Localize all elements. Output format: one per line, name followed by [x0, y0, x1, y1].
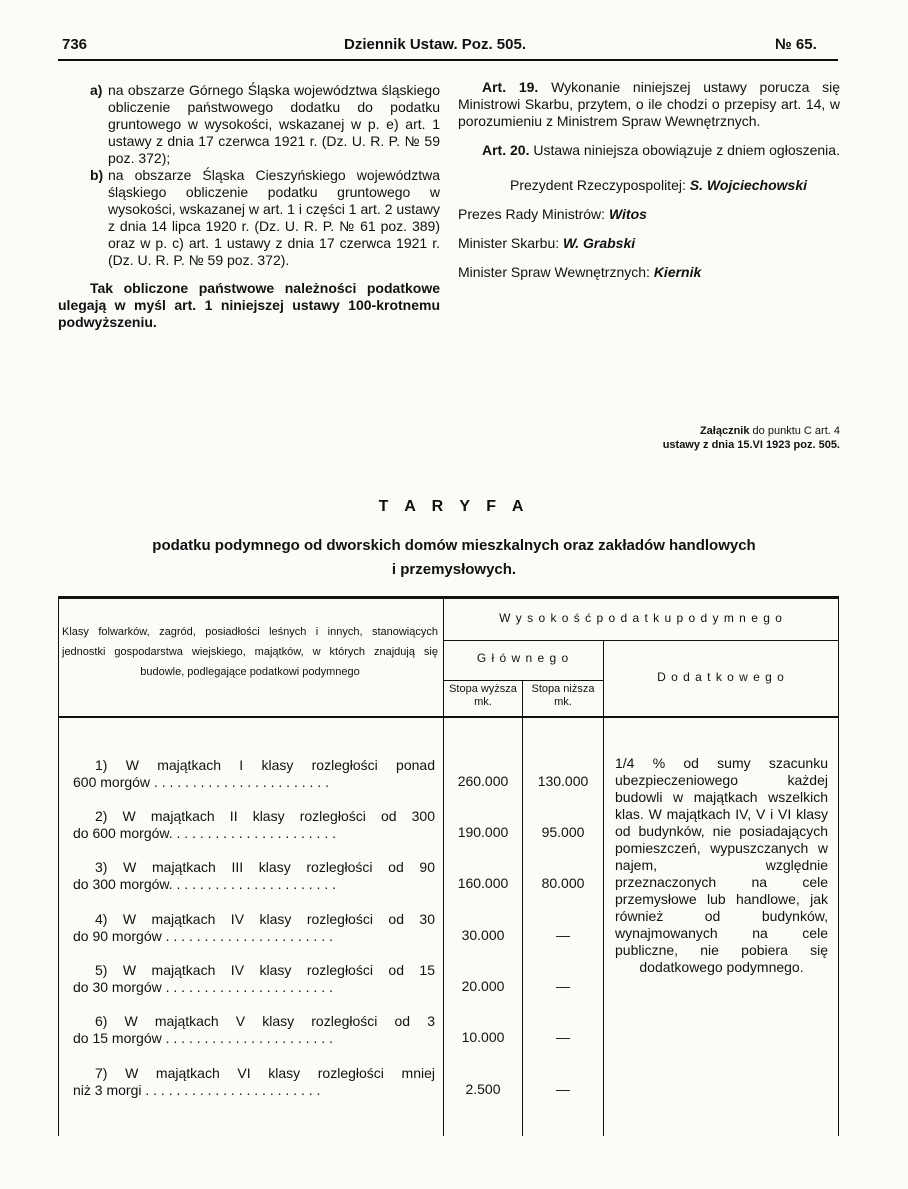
article-20-label: Art. 20. — [482, 142, 530, 158]
issue-number: № 65. — [775, 36, 817, 53]
right-column — [458, 79, 840, 287]
row-line1: 2) W majątkach II klasy rozległości od 300 — [95, 808, 435, 824]
header-classes: Klasy folwarków, zagród, posiadłości leśnych i innych, stanowiących jednostki gospodarstwa wiejskiego, majątków, w których znajdują się budowle, podlegające podatkowi podymnego — [62, 626, 438, 678]
header-tax-height: W y s o k o ś ć p o d a t k u p o d y m n e g o — [499, 611, 783, 625]
table-divider-rates — [522, 680, 523, 1136]
rate-low-value: 80.000 — [541, 875, 585, 891]
tariff-subtitle-line2: i przemysłowych. — [391, 561, 517, 578]
item-label: b) — [90, 167, 104, 183]
row-line1: 5) W majątkach IV klasy rozległości od 15 — [95, 962, 435, 978]
additional-tax-text: 1/4 % od sumy szacunku ubezpieczeniowego każdej budowli w majątkach wszelkich klas. W majątkach IV, V i VI klasy od budynków, nie posiadających pomieszczeń, wypuszczanych w najem, względnie przeznaczonych na cele przemysłowe lub handlowe, jak również od budynków, wynajmowanych na cele publiczne, nie pobiera się dodatkowego podymnego. — [615, 755, 828, 975]
annex-line2: ustawy z dnia 15.VI 1923 poz. 505. — [662, 439, 840, 451]
rate-high-value: 260.000 — [457, 773, 509, 789]
rate-high-value: 20.000 — [461, 978, 505, 994]
item-label: a) — [90, 82, 103, 98]
table-right-border — [838, 596, 839, 1136]
table-divider-additional — [603, 640, 604, 1136]
signature-interior-minister — [458, 258, 840, 287]
row-line2: do 90 morgów . . . . . . . . . . . . . . . . . . . . . . — [73, 928, 333, 944]
list-item — [90, 82, 440, 167]
tariff-subtitle-line1: podatku podymnego od dworskich domów mieszkalnych oraz zakładów handlowych — [152, 537, 756, 554]
table-rule-height — [443, 640, 839, 641]
row-line1: 3) W majątkach III klasy rozległości od 90 — [95, 859, 435, 875]
table-left-border — [58, 596, 59, 1136]
annex-line1: do punktu C art. 4 — [752, 425, 840, 437]
table-rule-main — [443, 680, 603, 681]
item-text: na obszarze Śląska Cieszyńskiego województwa śląskiego obliczenie podatku gruntowego w wysokości, wskazanej w art. 1 i części 1 art. 2 ustawy z dnia 14 lipca 1920 r. (Dz. U. R. P. № 61 poz. 389) oraz w p. c) art. 1 ustawy z dnia 17 czerwca 1921 r. (Dz. U. R. P. № 59 poz. 372). — [108, 167, 440, 268]
annex-label: Załącznik — [699, 425, 750, 437]
tariff-title: T A R Y F A — [378, 498, 530, 515]
header-additional: D o d a t k o w e g o — [657, 670, 785, 684]
row-line2: 600 morgów . . . . . . . . . . . . . . . . . . . . . . . — [73, 774, 329, 790]
article-20 — [458, 142, 840, 159]
row-line1: 1) W majątkach I klasy rozległości ponad — [95, 757, 435, 773]
rate-high-value: 30.000 — [461, 927, 505, 943]
table-divider-classes — [443, 596, 444, 1136]
header-rate-high: Stopa wyższa mk. — [449, 683, 517, 708]
row-line2: niż 3 morgi . . . . . . . . . . . . . . . . . . . . . . . — [73, 1082, 321, 1098]
journal-title: Dziennik Ustaw. Poz. 505. — [344, 36, 526, 53]
signature-role: Minister Skarbu: — [458, 235, 560, 251]
left-column — [90, 82, 440, 269]
signature-name: W. Grabski — [563, 235, 636, 251]
signature-name: Witos — [608, 206, 647, 222]
header-rate-low: Stopa niższa mk. — [531, 683, 595, 708]
row-class-text — [73, 962, 435, 996]
article-19-text: Wykonanie niniejszej ustawy porucza się Ministrowi Skarbu, przytem, o ile chodzi o przepisy art. 14, w porozumieniu z Ministrem Spraw Wewnętrznych. — [458, 79, 840, 129]
row-line2: do 600 morgów. . . . . . . . . . . . . . . . . . . . . . — [73, 825, 336, 841]
header-main: G ł ó w n e g o — [476, 651, 570, 665]
rate-low-value: 95.000 — [541, 824, 585, 840]
rate-high-value: 160.000 — [457, 875, 509, 891]
page-number: 736 — [62, 36, 88, 53]
signature-role: Prezydent Rzeczypospolitej: — [510, 177, 686, 193]
row-class-text — [73, 1013, 435, 1047]
signature-name: Kiernik — [653, 264, 702, 280]
row-class-text — [73, 859, 435, 893]
row-class-text — [73, 808, 435, 842]
rate-high-value: 10.000 — [461, 1029, 505, 1045]
signature-treasury-minister — [458, 229, 840, 258]
rate-high-value: 190.000 — [457, 824, 509, 840]
article-20-text: Ustawa niniejsza obowiązuje z dniem ogłoszenia. — [533, 142, 840, 158]
row-line2: do 300 morgów. . . . . . . . . . . . . . . . . . . . . . — [73, 876, 336, 892]
closing-paragraph: Tak obliczone państwowe należności podatkowe ulegają w myśl art. 1 niniejszej ustawy 100-krotnemu podwyższeniu. — [58, 280, 440, 330]
rate-low-value: — — [556, 978, 570, 994]
item-text: na obszarze Górnego Śląska województwa śląskiego obliczenie państwowego dodatku do podatku gruntowego w wysokości, wskazanej w p. e) art. 1 ustawy z dnia 17 czerwca 1921 r. (Dz. U. R. P. № 59 poz. 372); — [108, 82, 440, 166]
rate-low-value: 130.000 — [537, 773, 589, 789]
signature-role: Prezes Rady Ministrów: — [458, 206, 606, 222]
row-line1: 6) W majątkach V klasy rozległości od 3 — [95, 1013, 435, 1029]
row-line1: 7) W majątkach VI klasy rozległości mniej — [95, 1065, 435, 1081]
table-header-rule — [58, 716, 839, 718]
row-class-text — [73, 757, 435, 791]
row-class-text — [73, 1065, 435, 1099]
row-line2: do 15 morgów . . . . . . . . . . . . . . . . . . . . . . — [73, 1030, 333, 1046]
row-line2: do 30 morgów . . . . . . . . . . . . . . . . . . . . . . — [73, 979, 333, 995]
signature-role: Minister Spraw Wewnętrznych: — [458, 264, 650, 280]
rate-low-value: — — [556, 1029, 570, 1045]
rate-low-value: — — [556, 1081, 570, 1097]
annex-note — [600, 424, 840, 452]
row-class-text — [73, 911, 435, 945]
row-line1: 4) W majątkach IV klasy rozległości od 30 — [95, 911, 435, 927]
article-19-label: Art. 19. — [482, 79, 539, 95]
table-top-rule — [58, 596, 839, 599]
header-rule — [58, 59, 838, 61]
list-item — [90, 167, 440, 269]
article-19 — [458, 79, 840, 130]
signature-president — [458, 171, 840, 200]
rate-low-value: — — [556, 927, 570, 943]
rate-high-value: 2.500 — [465, 1081, 501, 1097]
signature-prime-minister — [458, 200, 840, 229]
signature-name: S. Wojciechowski — [689, 177, 807, 193]
